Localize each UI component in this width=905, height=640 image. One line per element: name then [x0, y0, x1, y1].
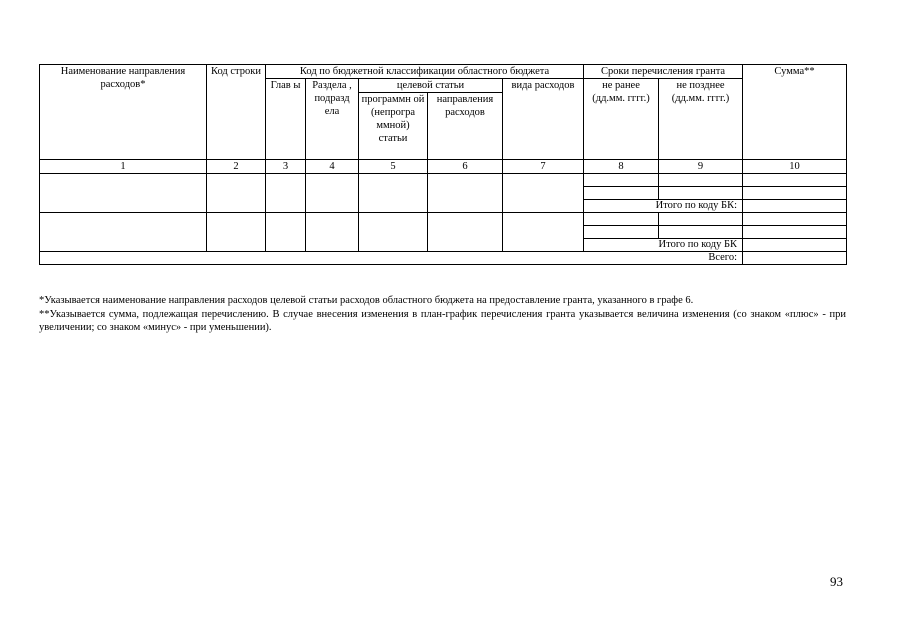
data-cell-chapter[interactable] [266, 213, 306, 252]
header-expense-direction: направления расходов [428, 93, 503, 160]
column-number: 3 [266, 160, 306, 174]
data-cell-expense-direction[interactable] [428, 213, 503, 252]
header-transfer-terms: Сроки перечисления гранта [584, 65, 743, 79]
data-cell-row-code[interactable] [207, 213, 266, 252]
subtotal-sum-cell[interactable] [743, 239, 847, 252]
data-cell-sum[interactable] [743, 213, 847, 226]
data-cell-expense-type[interactable] [503, 213, 584, 252]
footnote-1: *Указывается наименование направления расходов целевой статьи расходов областного бюджета на предоставление гранта, указанного в графе 6. [39, 295, 694, 306]
data-cell-program[interactable] [359, 174, 428, 213]
data-cell-not-later[interactable] [659, 226, 743, 239]
column-number: 8 [584, 160, 659, 174]
column-number: 7 [503, 160, 584, 174]
header-program-article: программн ой (непрогра ммной) статьи [359, 93, 428, 160]
header-expense-type: вида расходов [503, 79, 584, 160]
header-chapter: Глав ы [266, 79, 306, 160]
data-cell-not-earlier[interactable] [584, 187, 659, 200]
column-number: 10 [743, 160, 847, 174]
data-cell-sum[interactable] [743, 174, 847, 187]
grand-total-label: Всего: [40, 252, 743, 265]
column-number: 1 [40, 160, 207, 174]
column-number: 9 [659, 160, 743, 174]
column-number: 4 [306, 160, 359, 174]
footnotes [39, 294, 846, 335]
data-cell-sum[interactable] [743, 226, 847, 239]
header-section: Раздела , подразд ела [306, 79, 359, 160]
data-cell-sum[interactable] [743, 187, 847, 200]
data-cell-chapter[interactable] [266, 174, 306, 213]
footnote-2: **Указывается сумма, подлежащая перечислению. В случае внесения изменения в план-график перечисления гранта указывается величина изменения (со знаком «плюс» - при увеличении; со знаком «минус» - при уменьшении). [39, 308, 846, 333]
column-number: 2 [207, 160, 266, 174]
data-cell-not-later[interactable] [659, 213, 743, 226]
data-cell-not-earlier[interactable] [584, 174, 659, 187]
data-cell-not-later[interactable] [659, 174, 743, 187]
header-not-later: не позднее (дд.мм. гггг.) [659, 79, 743, 160]
data-cell-row-code[interactable] [207, 174, 266, 213]
grand-total-sum-cell[interactable] [743, 252, 847, 265]
column-number: 6 [428, 160, 503, 174]
subtotal-by-bk-label: Итого по коду БК: [584, 200, 743, 213]
subtotal-by-bk-label: Итого по коду БК [584, 239, 743, 252]
data-cell-program[interactable] [359, 213, 428, 252]
header-row-code: Код строки [207, 65, 266, 160]
data-cell-expense-type[interactable] [503, 174, 584, 213]
data-cell-not-later[interactable] [659, 187, 743, 200]
data-cell-direction[interactable] [40, 213, 207, 252]
header-sum: Сумма** [743, 65, 847, 160]
subtotal-sum-cell[interactable] [743, 200, 847, 213]
column-number: 5 [359, 160, 428, 174]
data-cell-expense-direction[interactable] [428, 174, 503, 213]
data-cell-not-earlier[interactable] [584, 226, 659, 239]
header-not-earlier: не ранее (дд.мм. гггг.) [584, 79, 659, 160]
data-cell-not-earlier[interactable] [584, 213, 659, 226]
data-cell-section[interactable] [306, 174, 359, 213]
data-cell-direction[interactable] [40, 174, 207, 213]
data-cell-section[interactable] [306, 213, 359, 252]
grant-transfer-schedule-table [39, 64, 847, 265]
header-direction-name: Наименование направления расходов* [40, 65, 207, 160]
header-budget-classification-code: Код по бюджетной классификации областного бюджета [266, 65, 584, 79]
header-target-article: целевой статьи [359, 79, 503, 93]
page-number: 93 [830, 574, 843, 589]
